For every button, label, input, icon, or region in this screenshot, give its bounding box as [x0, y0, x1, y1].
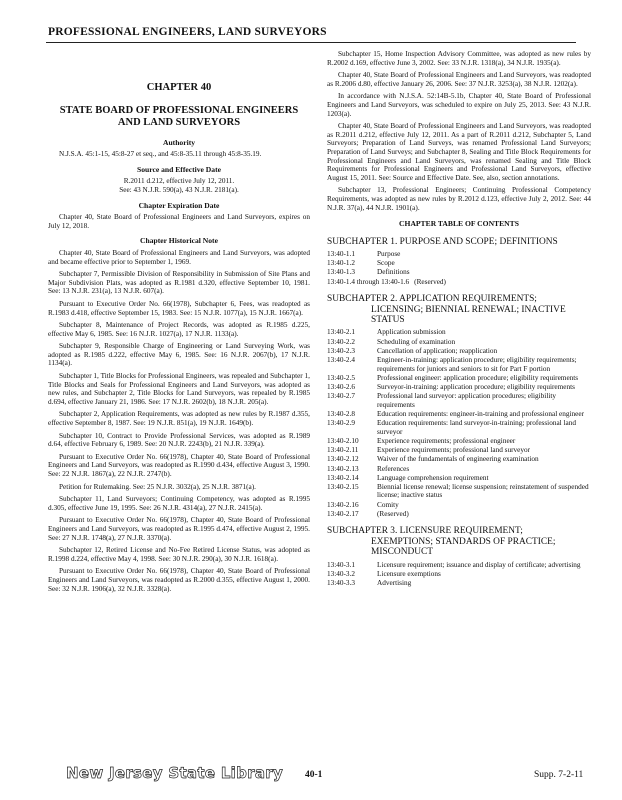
- section-number: 13:40-3.3: [327, 579, 355, 588]
- section-title: (Reserved): [414, 277, 446, 286]
- history-note: Subchapter 9, Responsible Charge of Engineering or Land Surveying Work, was adopted as R.1985 d.222, effective May 6, 1985. See: 16 N.J.R. 2067(b), 17 N.J.R. 1134(a).: [48, 342, 310, 368]
- section-number: 13:40-2.17: [327, 509, 359, 518]
- section-title: Professional engineer: application procedure; eligibility requirements: [377, 373, 579, 382]
- section-title: Experience requirements; professional land surveyor: [377, 446, 531, 455]
- history-note: Subchapter 13, Professional Engineers; Continuing Professional Competency Requirements, was adopted as new rules by R.2012 d.123, effective July 2, 2012. See: 44 N.J.R. 37(a), 44 N.J.R. 1901(a).: [327, 186, 591, 212]
- section-number: 13:40-2.7: [327, 392, 355, 401]
- subchapter-title-line: SUBCHAPTER 1. PURPOSE AND SCOPE; DEFINITIONS: [327, 236, 558, 247]
- history-note: Pursuant to Executive Order No. 66(1978), Chapter 40, State Board of Professional Engineers and Land Surveyors, was readopted as R.2000 d.355, effective August 1, 2000. See: 32 N.J.R. 1906(a), 32 N.J.R. 3328(a).: [48, 567, 310, 593]
- subchapter-title-line: SUBCHAPTER 3. LICENSURE REQUIREMENT;: [327, 526, 523, 537]
- toc-entry: [327, 510, 591, 519]
- section-title: Purpose: [377, 250, 401, 259]
- section-title: References: [377, 464, 410, 473]
- history-note: Chapter 40, State Board of Professional Engineers and Land Surveyors, was readopted as R.2006 d.80, effective January 26, 2006. See: 37 N.J.R. 3253(a), 38 N.J.R. 1202(a).: [327, 71, 591, 88]
- section-title: Advertising: [377, 579, 412, 588]
- history-notes: [48, 249, 310, 593]
- history-note: Subchapter 1, Title Blocks for Professional Engineers, was repealed and Subchapter 1, Title Blocks and Seals for Professional Engineers and Land Surveyors, was adopted as new rules, and Subchapter 2, Title Blocks for Land Surveyors, was repealed by R.1985 d.694, effective January 21, 1986. See: 17 N.J.R. 2602(b), 18 N.J.R. 205(a).: [48, 372, 310, 406]
- toc-entry: [327, 501, 591, 510]
- toc-heading: CHAPTER TABLE OF CONTENTS: [399, 219, 519, 229]
- subchapter-title-line: STATUS: [371, 315, 405, 326]
- toc-entry: [327, 278, 591, 287]
- running-head: PROFESSIONAL ENGINEERS, LAND SURVEYORS: [48, 26, 327, 38]
- toc-entry: [327, 419, 591, 436]
- section-number: 13:40-1.4 through 13:40-1.6: [327, 277, 410, 286]
- section-number: 13:40-2.4: [327, 356, 355, 365]
- source-line: See: 43 N.J.R. 590(a), 43 N.J.R. 2181(a).: [119, 185, 239, 194]
- toc-entry: [327, 446, 591, 455]
- expiration-heading: Chapter Expiration Date: [138, 200, 220, 210]
- section-title: Licensure exemptions: [377, 569, 441, 578]
- subchapter-3-sections: [327, 561, 591, 588]
- section-number: 13:40-2.8: [327, 409, 355, 418]
- chapter-title: [48, 105, 310, 129]
- history-note: Subchapter 12, Retired License and No-Fee Retired License Status, was adopted as R.1998 d.224, effective May 4, 1998. See: 30 N.J.R. 290(a), 30 N.J.R. 1618(a).: [48, 546, 310, 563]
- subchapter-title-line: LICENSING; BIENNIAL RENEWAL; INACTIVE: [371, 304, 566, 315]
- subchapter-3-title: [327, 526, 591, 557]
- history-note: Pursuant to Executive Order No. 66(1978), Chapter 40, State Board of Professional Engineers and Land Surveyors, was readopted as R.1995 d.474, effective August 2, 1995. See: 27 N.J.R. 1748(a), 27 N.J.R. 3370(a).: [48, 516, 310, 542]
- history-note: Subchapter 10, Contract to Provide Professional Services, was adopted as R.1989 d.64, effective February 6, 1989. See: 20 N.J.R. 2243(b), 21 N.J.R. 339(a).: [48, 431, 310, 449]
- history-note: In accordance with N.J.S.A. 52:14B-5.1b, Chapter 40, State Board of Professional Engineers and Land Surveyors, was scheduled to expire on July 25, 2013. See: 43 N.J.R. 1203(a).: [327, 92, 591, 118]
- section-title: Education requirements: engineer-in-training and professional engineer: [377, 409, 585, 418]
- history-note: Subchapter 7, Permissible Division of Responsibility in Submission of Site Plans and Major Subdivision Plats, was adopted as R.1981 d.320, effective September 10, 1981. See: 13 N.J.R. 231(a), 13 N.J.R. 607(a).: [48, 270, 310, 296]
- history-note: Subchapter 2, Application Requirements, was adopted as new rules by R.1987 d.355, effective September 8, 1987. See: 19 N.J.R. 851(a), 19 N.J.R. 1649(b).: [48, 410, 310, 428]
- subchapter-2-title: [327, 294, 591, 325]
- history-notes-continued: [327, 50, 591, 212]
- supplement-date: Supp. 7-2-11: [534, 770, 584, 780]
- section-number: 13:40-2.16: [327, 500, 359, 509]
- right-column: [327, 50, 591, 588]
- subchapter-2-sections: [327, 328, 591, 518]
- header-rule: [46, 42, 576, 43]
- toc-entry: [327, 328, 591, 337]
- toc-entry: [327, 392, 591, 409]
- section-number: 13:40-2.11: [327, 446, 359, 455]
- page-number: 40-1: [305, 770, 323, 780]
- source-heading: Source and Effective Date: [136, 164, 221, 174]
- section-title: Application submission: [377, 328, 446, 337]
- section-title: Cancellation of application; reapplication: [377, 346, 498, 355]
- section-title: Experience requirements; professional engineer: [377, 436, 516, 445]
- toc-entry: [327, 455, 591, 464]
- history-note: Pursuant to Executive Order No. 66(1978), Subchapter 6, Fees, was readopted as R.1983 d.418, effective September 15, 1983. See: 15 N.J.R. 1077(a), 15 N.J.R. 1667(a).: [48, 299, 310, 317]
- subchapter-title-line: MISCONDUCT: [371, 547, 433, 558]
- section-title: Language comprehension requirement: [377, 473, 489, 482]
- authority-heading: Authority: [162, 137, 196, 147]
- section-number: 13:40-2.9: [327, 419, 355, 428]
- authority-text: N.J.S.A. 45:1-15, 45:8-27 et seq., and 45:8-35.11 through 45:8-35.19.: [59, 150, 262, 159]
- section-number: 13:40-2.1: [327, 328, 355, 337]
- expiration-text: Chapter 40, State Board of Professional Engineers and Land Surveyors, expires on July 12, 2018.: [48, 213, 310, 230]
- section-number: 13:40-2.10: [327, 436, 359, 445]
- section-number: 13:40-1.2: [327, 259, 355, 268]
- section-title: Scope: [377, 259, 395, 268]
- section-title: Biennial license renewal; license suspension; reinstatement of suspended license; inactive status: [377, 482, 589, 500]
- section-title: Surveyor-in-training: application procedure; eligibility requirements: [377, 383, 575, 391]
- section-number: 13:40-3.1: [327, 560, 355, 569]
- history-note: Subchapter 15, Home Inspection Advisory Committee, was adopted as new rules by R.2002 d.169, effective June 3, 2002. See: 33 N.J.R. 1318(a), 34 N.J.R. 1935(a).: [327, 50, 591, 67]
- toc-entry: [327, 374, 591, 383]
- history-note: Petition for Rulemaking. See: 25 N.J.R. 3032(a), 25 N.J.R. 3871(a).: [59, 482, 256, 491]
- history-note: Pursuant to Executive Order No. 66(1978), Chapter 40, State Board of Professional Engineers and Land Surveyors, was readopted as R.1990 d.434, effective August 3, 1990. See: 22 N.J.R. 1867(a), 22 N.J.R. 2747(b).: [48, 452, 310, 478]
- history-note: Subchapter 8, Maintenance of Project Records, was adopted as R.1985 d.225, effective May 6, 1985. See: 16 N.J.R. 1027(a), 17 N.J.R. 1133(a).: [48, 321, 310, 338]
- toc-entry: [327, 259, 591, 268]
- section-title: Comity: [377, 500, 399, 509]
- section-number: 13:40-2.12: [327, 455, 359, 464]
- toc-entry: [327, 570, 591, 579]
- chapter-title-line: AND LAND SURVEYORS: [117, 116, 241, 128]
- subchapter-title-line: SUBCHAPTER 2. APPLICATION REQUIREMENTS;: [327, 294, 537, 305]
- section-title: Waiver of the fundamentals of engineering examination: [377, 455, 539, 464]
- section-title: Scheduling of examination: [377, 337, 456, 346]
- library-logo: New Jersey State Library: [66, 764, 284, 782]
- toc-entry: [327, 356, 591, 373]
- toc-entry: [327, 483, 591, 500]
- history-note: Chapter 40, State Board of Professional Engineers and Land Surveyors, was readopted as R.2011 d.212, effective July 12, 2011. As a part of R.2011 d.212, Subchapter 5, Land Surveyors; Preparation of Land Surveys, was renamed Professional Land Surveyors; Preparation of Land Surveys; and Subchapter 8, Sealing and Title Block Requirements for Professional Engineers and Land Surveyors, was renamed Sealing and Title Block Requirements for Professional Engineers and Professional Land Surveyors, effective August 15, 2011. See: Source and Effective Date. See, also, section annotations.: [327, 122, 591, 182]
- toc-entry: [327, 437, 591, 446]
- section-number: 13:40-1.1: [327, 250, 355, 259]
- section-number: 13:40-2.3: [327, 346, 355, 355]
- history-heading: Chapter Historical Note: [140, 236, 218, 246]
- toc-entry: [327, 347, 591, 356]
- section-number: 13:40-2.14: [327, 473, 359, 482]
- section-number: 13:40-3.2: [327, 569, 355, 578]
- section-title: Licensure requirement; issuance and display of certificate; advertising: [377, 560, 581, 569]
- toc-entry: [327, 474, 591, 483]
- section-title: Engineer-in-training: application procedure; eligibility requirements; requirements for juniors and seniors to sit for Part F portion: [377, 356, 577, 373]
- history-note: Chapter 40, State Board of Professional Engineers and Land Surveyors, was adopted and became effective prior to September 1, 1969.: [48, 248, 310, 266]
- section-number: 13:40-1.3: [327, 268, 355, 277]
- toc-entry: [327, 579, 591, 588]
- section-title: (Reserved): [377, 509, 409, 518]
- toc-entry: [327, 465, 591, 474]
- chapter-title-line: STATE BOARD OF PROFESSIONAL ENGINEERS: [59, 104, 299, 116]
- toc-entry: [327, 338, 591, 347]
- chapter-number: CHAPTER 40: [146, 82, 212, 93]
- toc-entry: [327, 383, 591, 392]
- subchapter-1-title: [327, 237, 591, 247]
- section-title: Education requirements: land surveyor-in-training; professional land surveyor: [377, 419, 576, 436]
- section-title: Definitions: [377, 268, 410, 277]
- subchapter-title-line: EXEMPTIONS; STANDARDS OF PRACTICE;: [371, 536, 556, 547]
- toc-entry: [327, 410, 591, 419]
- left-column: [48, 50, 310, 597]
- section-number: 13:40-2.15: [327, 482, 359, 491]
- toc-entry: [327, 561, 591, 570]
- toc-entry: [327, 268, 591, 277]
- section-number: 13:40-2.5: [327, 373, 355, 382]
- subchapter-1-sections: [327, 250, 591, 286]
- section-number: 13:40-2.6: [327, 383, 355, 391]
- section-title: Professional land surveyor: application procedures; eligibility requirements: [377, 392, 556, 409]
- section-number: 13:40-2.2: [327, 337, 355, 346]
- history-note: Subchapter 11, Land Surveyors; Continuing Competency, was adopted as R.1995 d.305, effective June 19, 1995. See: 26 N.J.R. 4314(a), 27 N.J.R. 2415(a).: [48, 495, 310, 512]
- source-line: R.2011 d.212, effective July 12, 2011.: [123, 177, 235, 186]
- toc-entry: [327, 250, 591, 259]
- section-number: 13:40-2.13: [327, 464, 359, 473]
